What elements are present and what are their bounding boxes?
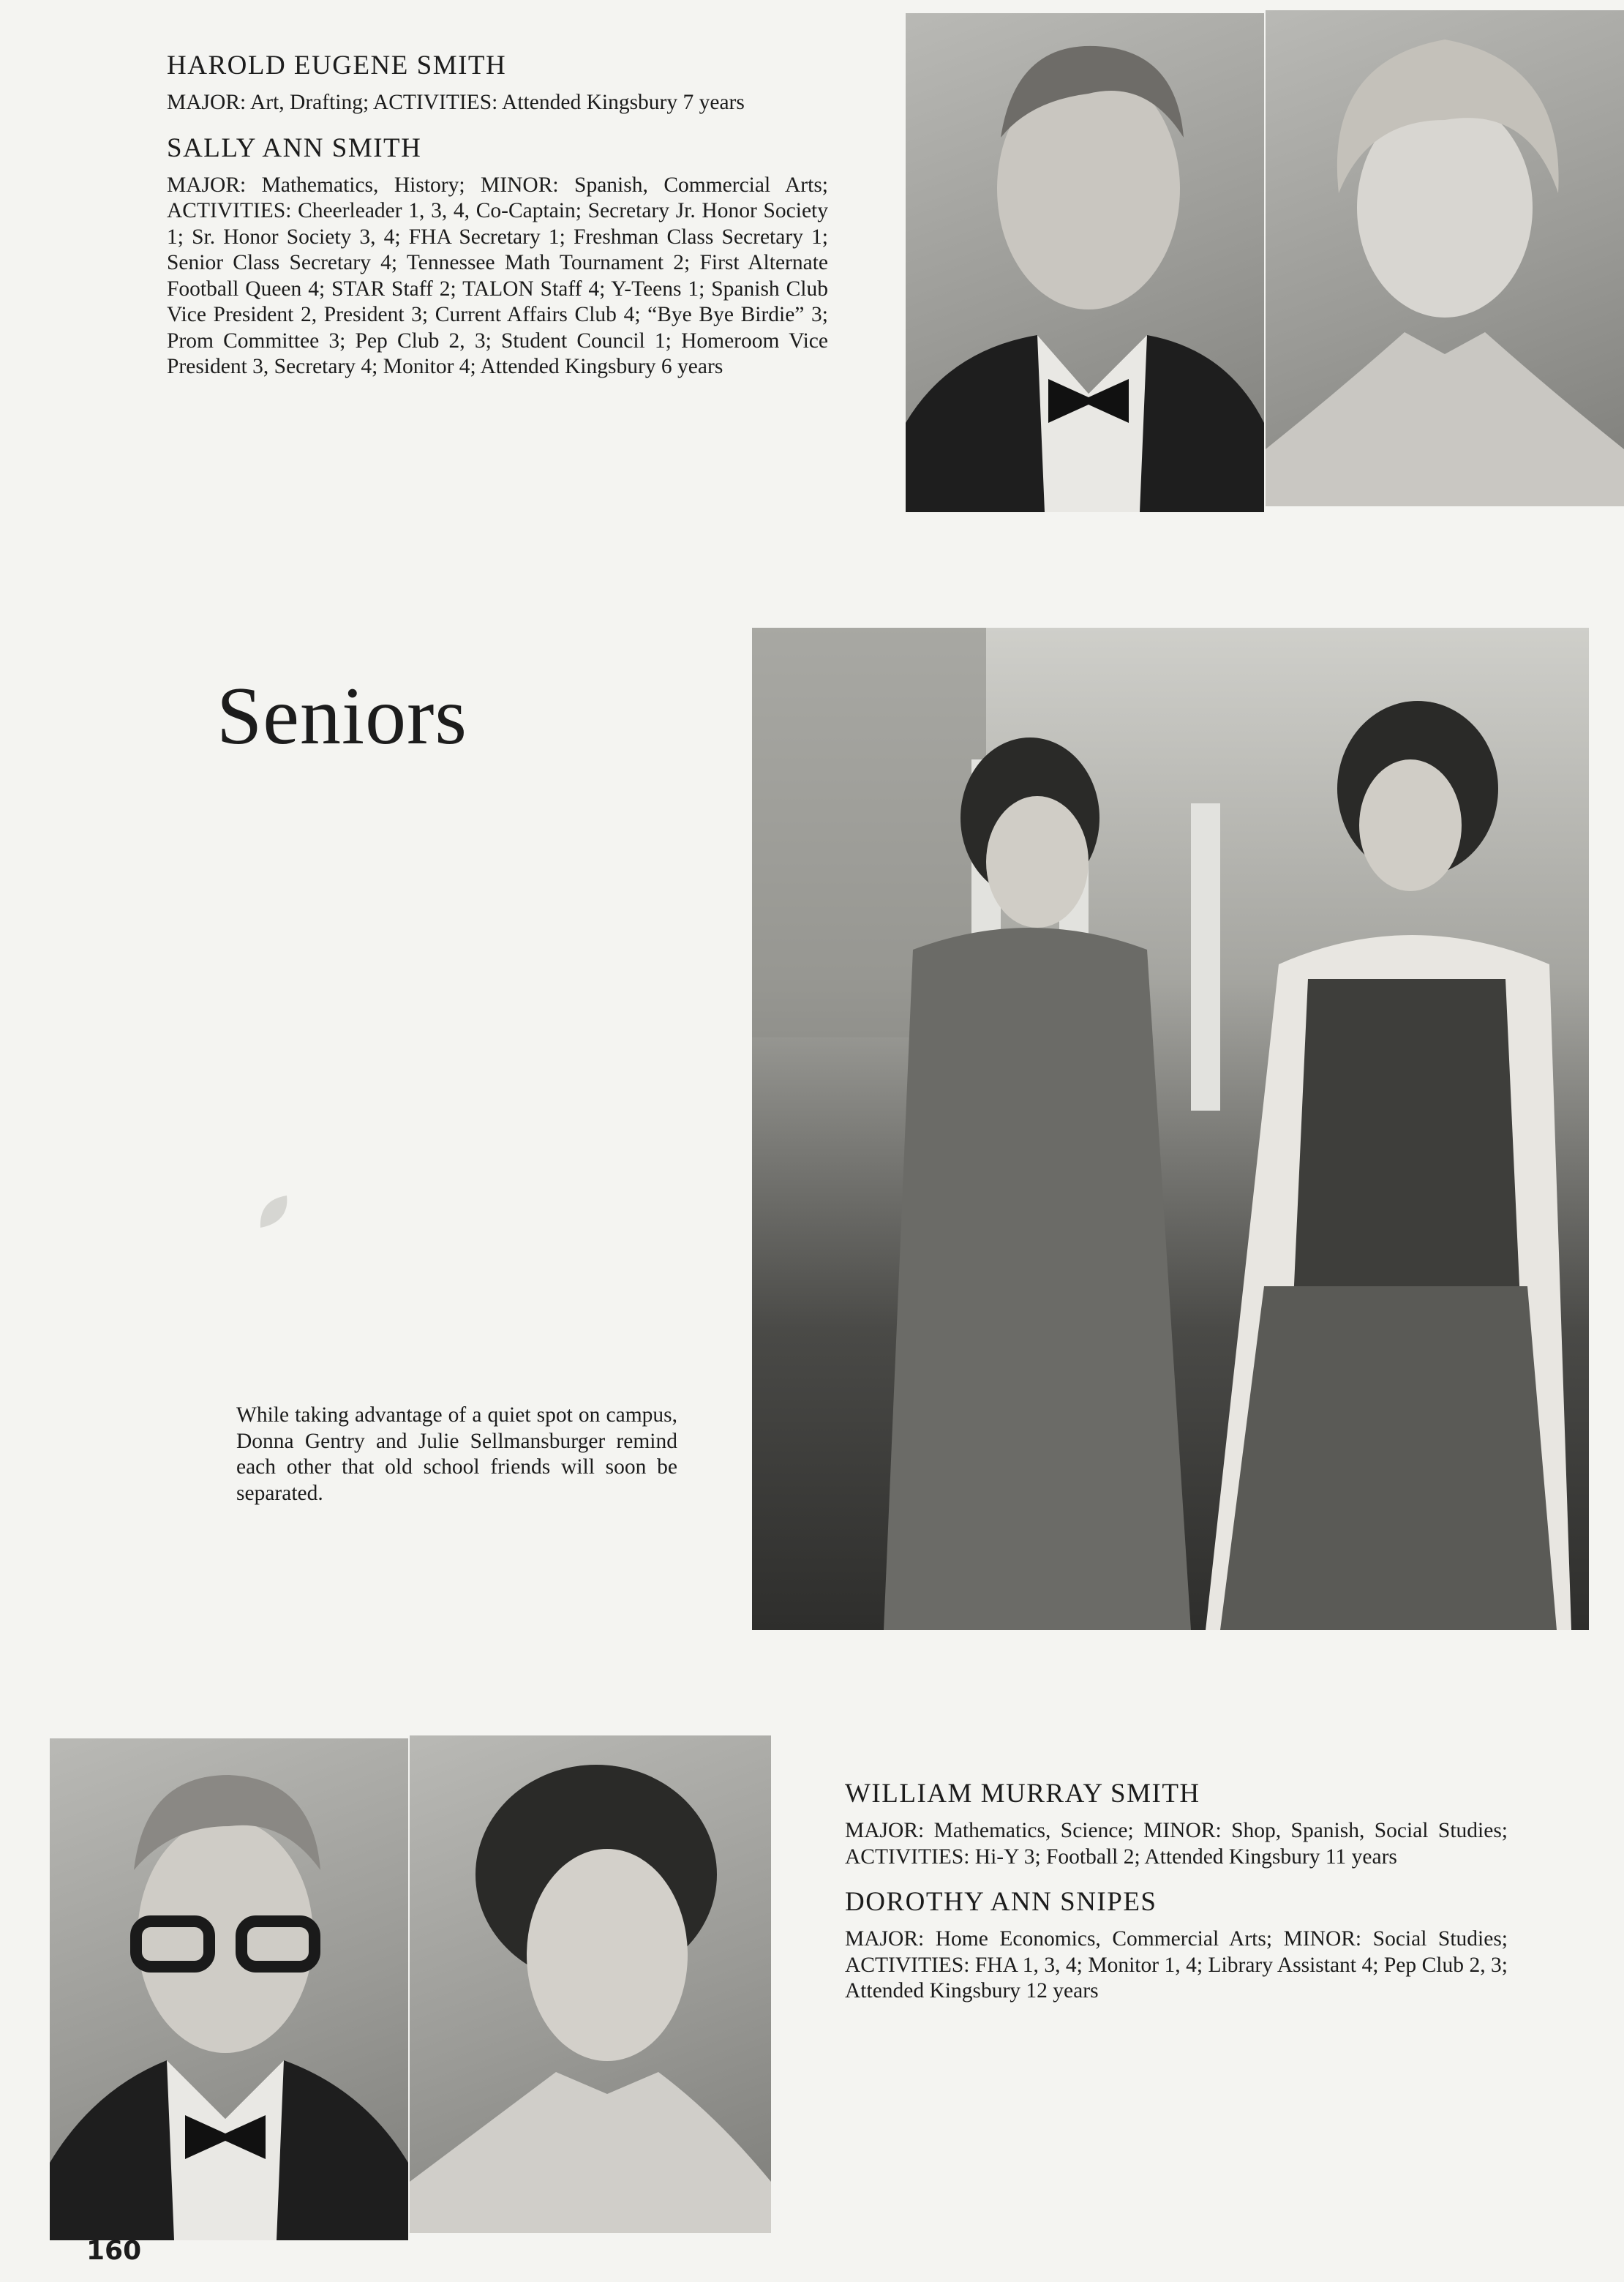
portrait-figure-icon	[906, 13, 1264, 512]
student-name: HAROLD EUGENE SMITH	[167, 50, 507, 80]
student-name: DOROTHY ANN SNIPES	[845, 1887, 1157, 1917]
photo-caption: While taking advantage of a quiet spot on campus, Donna Gentry and Julie Sellmansburger remind each other that old school friends will soon be separated.	[236, 1403, 677, 1505]
portrait-william-smith	[50, 1738, 408, 2240]
two-students-figure-icon	[752, 628, 1589, 1630]
bio-william-smith	[845, 1778, 1508, 2021]
page-number: 160	[86, 2236, 142, 2266]
portrait-figure-icon	[1266, 10, 1624, 506]
bio-harold-smith	[167, 50, 828, 397]
student-name: SALLY ANN SMITH	[167, 132, 422, 163]
portrait-sally-smith	[1266, 10, 1624, 506]
leaf-icon	[257, 1193, 291, 1231]
portrait-harold-smith	[906, 13, 1264, 512]
page-title: Seniors	[217, 671, 467, 762]
student-details: MAJOR: Mathematics, History; MINOR: Spanish, Commercial Arts; ACTIVITIES: Cheerleader 1, 3, 4, Co-Captain; Secretary Jr. Honor Society 1; Sr. Honor Society 3, 4; FHA Secretary 1; Freshman Class Secretary 1; Senior Class Secretary 4; Tennessee Math Tournament 2; First Alternate Football Queen 4; STAR Staff 2; TALON Staff 4; Y-Teens 1; Spanish Club Vice President 2, President 3; Current Affairs Club 4; “Bye Bye Birdie” 3; Prom Committee 3; Pep Club 2, 3; Student Council 1; Homeroom Vice President 3, Secretary 4; Monitor 4; Attended Kingsbury 6 years	[167, 173, 828, 378]
student-details: MAJOR: Mathematics, Science; MINOR: Shop, Spanish, Social Studies; ACTIVITIES: Hi-Y 3; Football 2; Attended Kingsbury 11 years	[845, 1819, 1508, 1869]
student-name: WILLIAM MURRAY SMITH	[845, 1779, 1200, 1809]
student-details: MAJOR: Home Economics, Commercial Arts; MINOR: Social Studies; ACTIVITIES: FHA 1, 3, 4; Monitor 1, 4; Library Assistant 4; Pep Club 2, 3; Attended Kingsbury 12 years	[845, 1927, 1508, 2003]
candid-photo	[752, 628, 1589, 1630]
portrait-figure-icon	[410, 1735, 771, 2233]
portrait-figure-icon	[50, 1738, 408, 2240]
portrait-dorothy-snipes	[410, 1735, 771, 2233]
student-details: MAJOR: Art, Drafting; ACTIVITIES: Attended Kingsbury 7 years	[167, 91, 745, 114]
